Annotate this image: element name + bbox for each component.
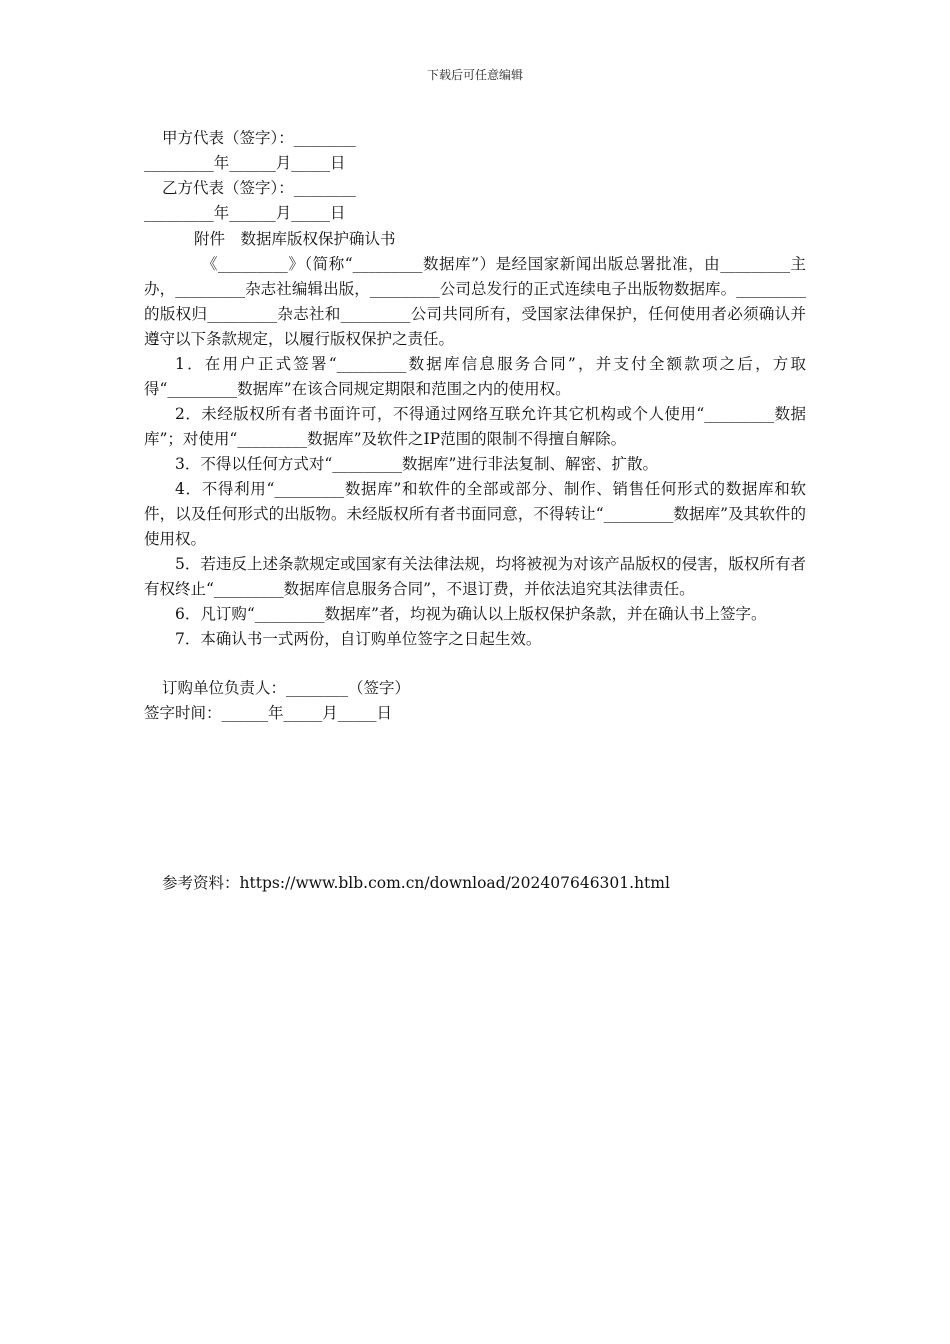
document-body (144, 126, 806, 726)
clause-6: 6．凡订购“_________数据库”者，均视为确认以上版权保护条款，并在确认书上签字。 (175, 605, 767, 623)
clause-2: 2．未经版权所有者书面许可，不得通过网络互联允许其它机构或个人使用“_________数据库”；对使用“_________数据库”及软件之IP范围的限制不得擅自解除。 (144, 405, 806, 448)
party-b-date: _________年______月_____日 (144, 204, 346, 222)
spacer (144, 652, 806, 676)
clause-1: 1．在用户正式签署“_________数据库信息服务合同”，并支付全额款项之后，方取得“_________数据库”在该合同规定期限和范围之内的使用权。 (144, 355, 806, 398)
clause-3: 3．不得以任何方式对“_________数据库”进行非法复制、解密、扩散。 (175, 455, 658, 473)
clause-4: 4．不得利用“_________数据库”和软件的全部或部分、制作、销售任何形式的数据库和软件，以及任何形式的出版物。未经版权所有者书面同意，不得转让“_________数据库”及其软件的使用权。 (144, 480, 806, 548)
sign-time: 签字时间：______年_____月_____日 (144, 704, 393, 722)
intro-paragraph: 《_________》（简称“_________数据库”）是经国家新闻出版总署批准，由_________主办，_________杂志社编辑出版，_________公司总发行的正式连续电子出版物数据库。_________的版权归_________杂志社和_________公司共同所有，受国家法律保护，任何使用者必须确认并遵守以下条款规定，以履行版权保护之责任。 (144, 255, 806, 348)
party-b-signature: 乙方代表（签字）：________ (162, 179, 356, 197)
clause-7: 7．本确认书一式两份，自订购单位签字之日起生效。 (175, 630, 542, 648)
party-a-signature: 甲方代表（签字）：________ (162, 129, 356, 147)
subscriber-responsible: 订购单位负责人：________（签字） (162, 679, 411, 697)
page-header: 下载后可任意编辑 (426, 68, 523, 82)
clause-5: 5．若违反上述条款规定或国家有关法律法规，均将被视为对该产品版权的侵害，版权所有者有权终止“_________数据库信息服务合同”，不退订费，并依法追究其法律责任。 (144, 555, 806, 598)
party-a-date: _________年______月_____日 (144, 154, 346, 172)
reference-link[interactable]: 参考资料：https://www.blb.com.cn/download/202407646301.html (162, 874, 670, 892)
attachment-title: 附件 数据库版权保护确认书 (194, 230, 396, 248)
